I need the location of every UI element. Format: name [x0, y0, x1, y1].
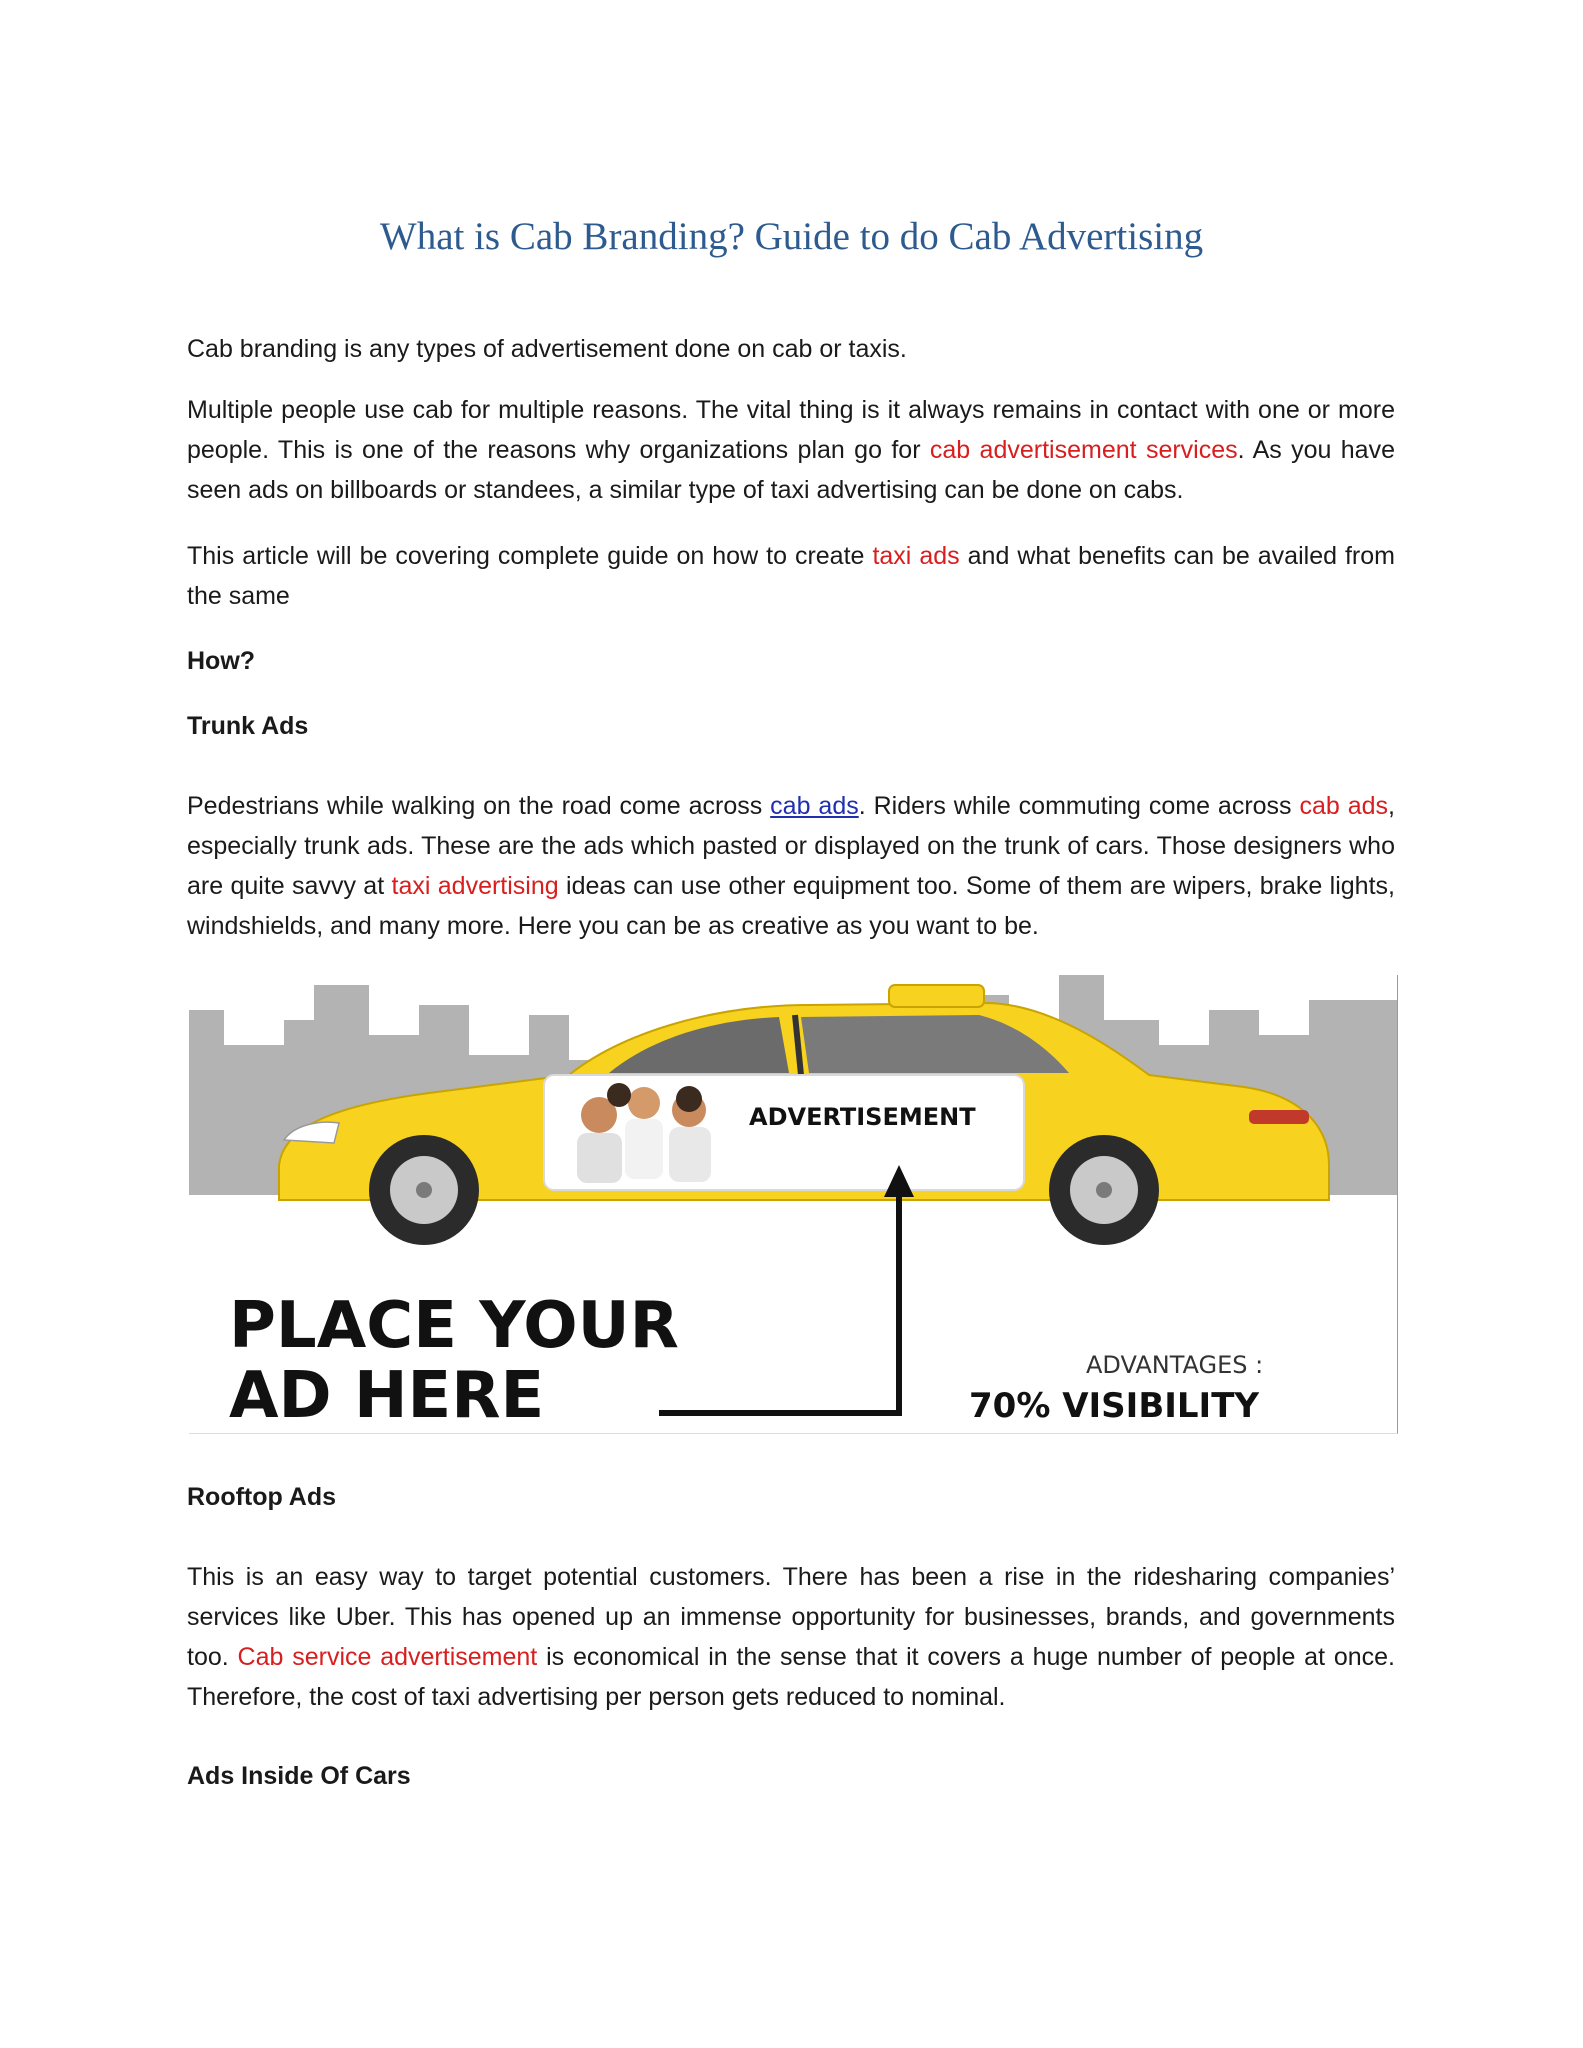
paragraph-article: This article will be covering complete guide on how to create taxi ads and what benefits can be availed from the same: [187, 542, 1395, 610]
heading-rooftop-ads: Rooftop Ads: [187, 1483, 337, 1511]
taxi-ad-image: [189, 975, 1398, 1434]
intro-paragraph: Cab branding is any types of advertisement done on cab or taxis.: [187, 335, 907, 363]
heading-ads-inside-cars: Ads Inside Of Cars: [187, 1762, 411, 1790]
paragraph-reasons: Multiple people use cab for multiple reasons. The vital thing is it always remains in contact with one or more people. This is one of the reasons why organizations plan go for cab advertisement services. As you have seen ads on billboards or standees, a similar type of taxi advertising can be done on cabs.: [187, 396, 1395, 504]
page-title: What is Cab Branding? Guide to do Cab Advertising: [379, 215, 1204, 258]
heading-how: How?: [187, 647, 256, 675]
paragraph-trunk: Pedestrians while walking on the road come across cab ads. Riders while commuting come across cab ads, especially trunk ads. These are the ads which pasted or displayed on the trunk of cars. Those designers who are quite savvy at taxi advertising ideas can use other equipment too. Some of them are wipers, brake lights, windshields, and many more. Here you can be as creative as you want to be.: [187, 792, 1395, 940]
link-cab-ads-blue[interactable]: cab ads: [770, 792, 859, 820]
headline-line2: AD HERE: [229, 1359, 545, 1433]
link-cab-ads-red[interactable]: cab ads: [1299, 792, 1389, 820]
link-taxi-ads[interactable]: taxi ads: [872, 542, 960, 570]
paragraph-rooftop: This is an easy way to target potential customers. There has been a rise in the ridesharing companies’ services like Uber. This has opened up an immense opportunity for businesses, brands, and governments too. Cab service advertisement is economical in the sense that it covers a huge number of people at once. Therefore, the cost of taxi advertising per person gets reduced to nominal.: [187, 1563, 1395, 1711]
heading-trunk-ads: Trunk Ads: [187, 712, 309, 740]
link-cab-service-advertisement[interactable]: Cab service advertisement: [237, 1643, 538, 1671]
rear-wheel: [1049, 1135, 1159, 1245]
advantages-label: ADVANTAGES :: [1086, 1351, 1264, 1379]
link-cab-advertisement-services[interactable]: cab advertisement services: [929, 436, 1238, 464]
taxi-ad-illustration: [189, 975, 1397, 1433]
link-taxi-advertising[interactable]: taxi advertising: [391, 872, 559, 900]
headline-line1: PLACE YOUR: [229, 1289, 679, 1363]
front-wheel: [369, 1135, 479, 1245]
family-photo: [577, 1083, 711, 1183]
visibility-label: 70% VISIBILITY: [969, 1386, 1260, 1426]
advertisement-door-label: ADVERTISEMENT: [749, 1103, 976, 1131]
